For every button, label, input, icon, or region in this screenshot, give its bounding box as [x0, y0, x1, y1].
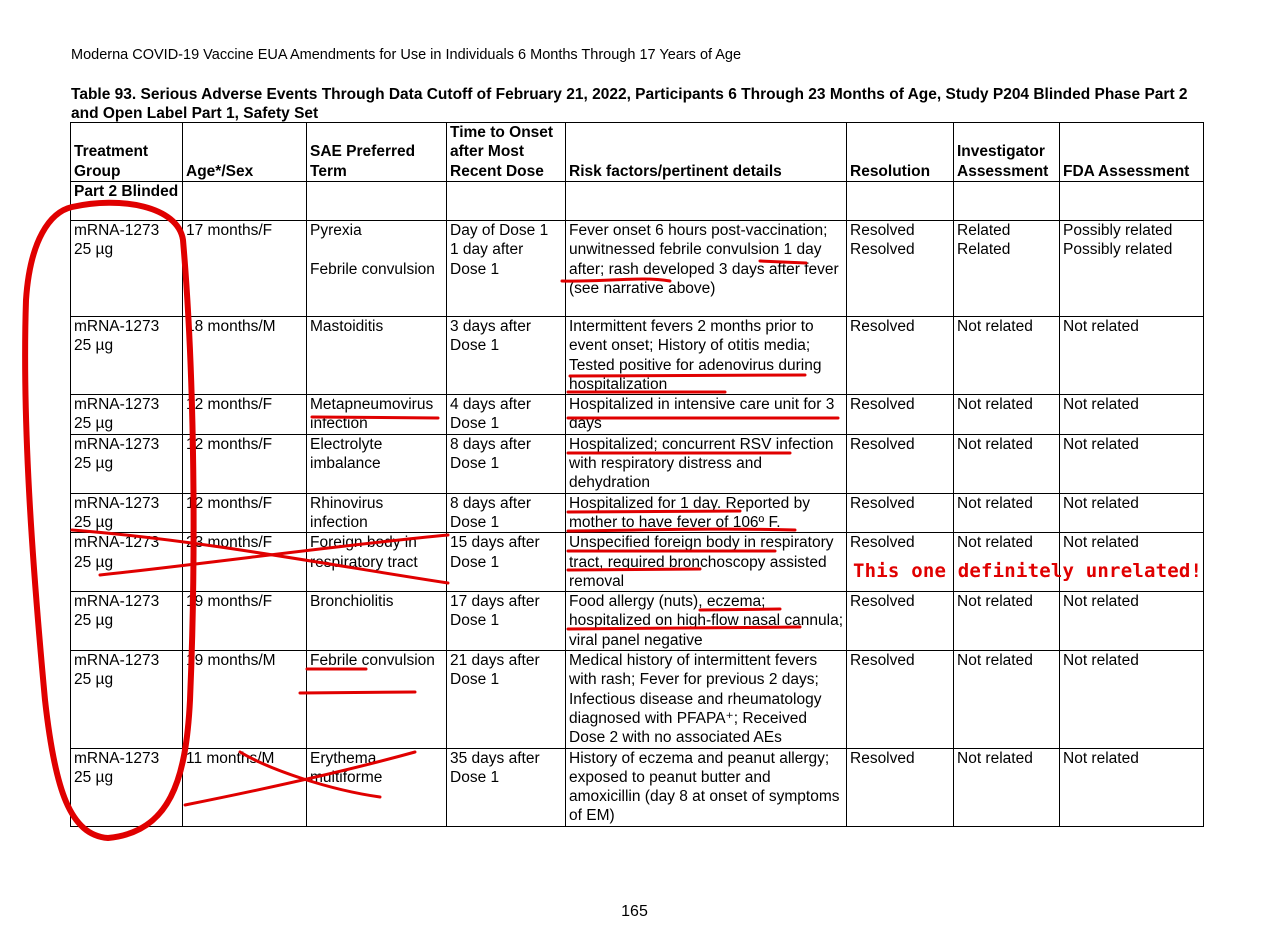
col-header-risk-factors: Risk factors/pertinent details: [566, 123, 847, 182]
cell-details: History of eczema and peanut allergy; exposed to peanut butter and amoxicillin (day 8 at onset of symptoms of EM): [566, 748, 847, 826]
table-row: [71, 395, 1204, 435]
cell-details: Hospitalized for 1 day. Reported by mother to have fever of 106º F.: [566, 493, 847, 533]
cell-investigator: Not related: [954, 395, 1060, 435]
table-row: [71, 748, 1204, 826]
cell-term: Febrile convulsion: [307, 651, 447, 748]
cell-group: mRNA-1273 25 µg: [71, 748, 183, 826]
cell-details: Hospitalized; concurrent RSV infection with respiratory distress and dehydration: [566, 434, 847, 493]
table-row: [71, 592, 1204, 651]
cell-group: mRNA-1273 25 µg: [71, 493, 183, 533]
term-line: Febrile convulsion: [310, 260, 435, 278]
cell-onset: 17 days after Dose 1: [447, 592, 566, 651]
sae-table: [70, 122, 1204, 827]
cell-term: Rhinovirus infection: [307, 493, 447, 533]
cell-details: Unspecified foreign body in respiratory tract, required bronchoscopy assisted removal: [566, 533, 847, 592]
term-line: Pyrexia: [310, 222, 362, 239]
cell-investigator: Not related: [954, 592, 1060, 651]
cell-details: Medical history of intermittent fevers with rash; Fever for previous 2 days; Infectious disease and rheumatology diagnosed with PFAPA⁺; Received Dose 2 with no associated AEs: [566, 651, 847, 748]
cell-resolution: Resolved: [847, 651, 954, 748]
cell-age-sex: 17 months/F: [183, 221, 307, 317]
cell-details: Hospitalized in intensive care unit for 3 days: [566, 395, 847, 435]
cell-investigator: Not related: [954, 493, 1060, 533]
investigator-line: Related: [957, 241, 1011, 259]
cell-investigator: [954, 221, 1060, 317]
fda-line: Possibly related: [1063, 241, 1173, 259]
onset-line: Day of Dose 1: [450, 222, 549, 239]
cell-onset: 15 days after Dose 1: [447, 533, 566, 592]
cell-onset: 8 days after Dose 1: [447, 434, 566, 493]
cell-term: Metapneumovirus infection: [307, 395, 447, 435]
cell-details: Food allergy (nuts), eczema; hospitalized on high-flow nasal cannula; viral panel negative: [566, 592, 847, 651]
resolution-line: Resolved: [850, 241, 915, 259]
col-header-time-to-onset: Time to Onset after Most Recent Dose: [447, 123, 566, 182]
cell-investigator: Not related: [954, 434, 1060, 493]
cell-fda: Not related: [1060, 592, 1204, 651]
col-header-sae-term: SAE Preferred Term: [307, 123, 447, 182]
cell-fda: Not related: [1060, 533, 1204, 592]
cell-group: mRNA-1273 25 µg: [71, 434, 183, 493]
cell-onset: [447, 221, 566, 317]
cell-fda: Not related: [1060, 395, 1204, 435]
cell-investigator: Not related: [954, 317, 1060, 395]
cell-resolution: Resolved: [847, 748, 954, 826]
table-row: [71, 434, 1204, 493]
cell-fda: Not related: [1060, 317, 1204, 395]
cell-onset: 21 days after Dose 1: [447, 651, 566, 748]
section-row: [71, 182, 1204, 221]
cell-onset: 4 days after Dose 1: [447, 395, 566, 435]
cell-term: Bronchiolitis: [307, 592, 447, 651]
cell-investigator: Not related: [954, 533, 1060, 592]
cell-investigator: Not related: [954, 748, 1060, 826]
cell-age-sex: 12 months/F: [183, 493, 307, 533]
cell-fda: Not related: [1060, 651, 1204, 748]
table-row: [71, 221, 1204, 317]
col-header-fda: FDA Assessment: [1060, 123, 1204, 182]
col-header-treatment-group: Treatment Group: [71, 123, 183, 182]
cell-age-sex: 18 months/M: [183, 317, 307, 395]
cell-term: Mastoiditis: [307, 317, 447, 395]
cell-group: mRNA-1273 25 µg: [71, 592, 183, 651]
cell-fda: Not related: [1060, 493, 1204, 533]
table-title: Table 93. Serious Adverse Events Through Data Cutoff of February 21, 2022, Participants 6 Through 23 Months of Age, Study P204 Blinded Phase Part 2 and Open Label Part 1, Safety Set: [71, 86, 1188, 122]
resolution-line: Resolved: [850, 222, 915, 239]
cell-resolution: Resolved: [847, 493, 954, 533]
cell-term: [307, 221, 447, 317]
cell-resolution: Resolved: [847, 592, 954, 651]
cell-resolution: Resolved: [847, 434, 954, 493]
investigator-line: Related: [957, 222, 1011, 239]
section-label: Part 2 Blinded: [71, 182, 183, 221]
cell-resolution: Resolved: [847, 395, 954, 435]
cell-age-sex: 11 months/M: [183, 748, 307, 826]
cell-details: Fever onset 6 hours post-vaccination; unwitnessed febrile convulsion 1 day after; rash developed 3 days after fever (see narrative above): [566, 221, 847, 317]
fda-line: Possibly related: [1063, 222, 1173, 239]
cell-onset: 8 days after Dose 1: [447, 493, 566, 533]
cell-resolution: Resolved: [847, 317, 954, 395]
cell-term: Erythema multiforme: [307, 748, 447, 826]
col-header-investigator: Investigator Assessment: [954, 123, 1060, 182]
onset-line: 1 day after Dose 1: [450, 241, 524, 278]
cell-age-sex: 23 months/F: [183, 533, 307, 592]
handwritten-annotation: This one definitely unrelated!: [853, 560, 1203, 582]
cell-resolution: Resolved: [847, 533, 954, 592]
cell-group: mRNA-1273 25 µg: [71, 317, 183, 395]
page-number: 165: [621, 903, 648, 920]
cell-onset: 35 days after Dose 1: [447, 748, 566, 826]
cell-onset: 3 days after Dose 1: [447, 317, 566, 395]
cell-age-sex: 12 months/F: [183, 395, 307, 435]
cell-resolution: [847, 221, 954, 317]
col-header-age-sex: Age*/Sex: [183, 123, 307, 182]
cell-age-sex: 12 months/F: [183, 434, 307, 493]
cell-group: mRNA-1273 25 µg: [71, 395, 183, 435]
cell-fda: Not related: [1060, 748, 1204, 826]
cell-investigator: Not related: [954, 651, 1060, 748]
cell-fda: [1060, 221, 1204, 317]
table-row: [71, 317, 1204, 395]
table-row: [71, 493, 1204, 533]
table-header-row: [71, 123, 1204, 182]
cell-term: Foreign body in respiratory tract: [307, 533, 447, 592]
cell-age-sex: 19 months/F: [183, 592, 307, 651]
cell-term: Electrolyte imbalance: [307, 434, 447, 493]
cell-group: mRNA-1273 25 µg: [71, 221, 183, 317]
col-header-resolution: Resolution: [847, 123, 954, 182]
cell-age-sex: 19 months/M: [183, 651, 307, 748]
cell-fda: Not related: [1060, 434, 1204, 493]
table-row: [71, 651, 1204, 748]
cell-details: Intermittent fevers 2 months prior to event onset; History of otitis media; Tested positive for adenovirus during hospitalization: [566, 317, 847, 395]
document-header: Moderna COVID-19 Vaccine EUA Amendments for Use in Individuals 6 Months Through 17 Years of Age: [71, 47, 742, 63]
cell-group: mRNA-1273 25 µg: [71, 651, 183, 748]
cell-group: mRNA-1273 25 µg: [71, 533, 183, 592]
